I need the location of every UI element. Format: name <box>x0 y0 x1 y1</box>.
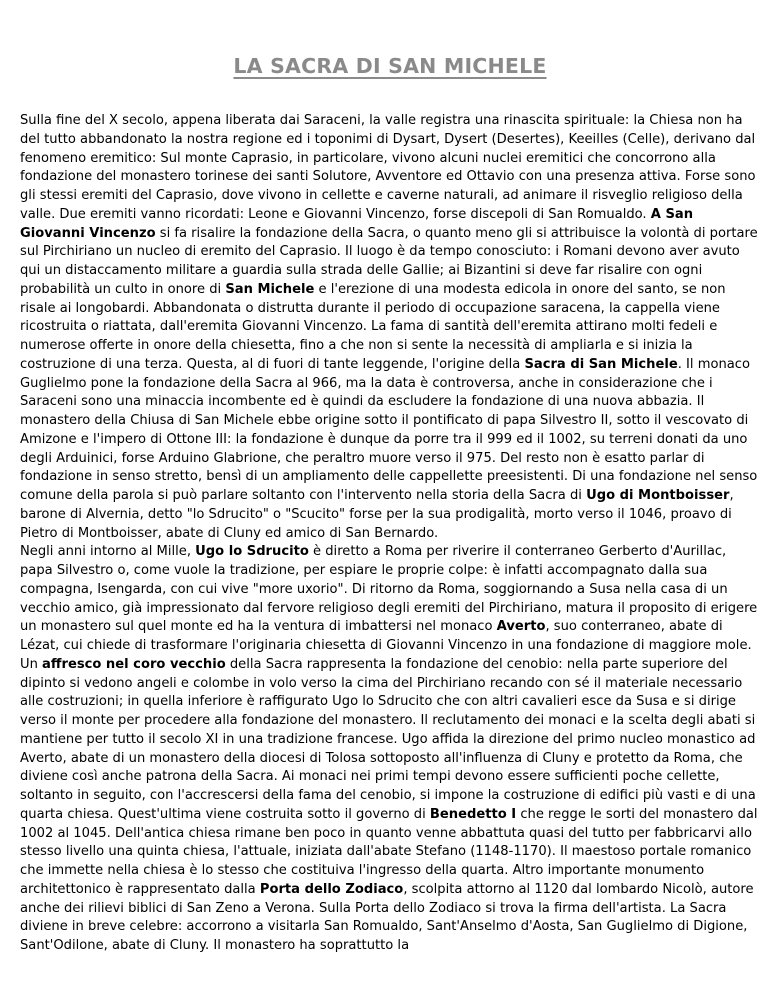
bold-term: affresco nel coro vecchio <box>42 656 226 672</box>
text-run: che regge le sorti del monastero dal 1002 al 1045. Dell'antica chiesa rimane ben poco in quanto venne abbattuta quasi del tutto per fabbricarvi allo stesso livello una quinta chiesa, l'attuale, iniziata dall'abate Stefano (1148-1170). Il maestoso portale romanico che immette nella chiesa è lo stesso che costituiva l'ingresso della quarta. Altro importante monumento architettonico è rappresentato dalla <box>20 806 758 897</box>
paragraph-1 <box>20 112 760 543</box>
text-run: , barone di Alvernia, detto "lo Sdrucito" o "Scucito" forse per la sua prodigalità, morto verso il 1046, proavo di Pietro di Montboisser, abate di Cluny ed amico di San Bernardo. <box>20 488 734 541</box>
text-run: e l'erezione di una modesta edicola in onore del santo, se non risale ai longobardi. Abbandonata o distrutta durante il periodo di occupazione saracena, la cappella viene ricostruita o riattata, dall'eremita Giovanni Vincenzo. La fama di santità dell'eremita attirano molti fedeli e numerose offerte in onore della chiesetta, fino a che non si sente la necessità di ampliarla e si inizia la costruzione di una terza. Questa, al di fuori di tante leggende, l'origine della <box>20 281 726 372</box>
bold-term: Ugo di Montboisser <box>586 488 730 503</box>
text-run: si fa risalire la fondazione della Sacra, o quanto meno gli si attribuisce la volontà di portare sul Pirchiriano un nucleo di eremito del Caprasio. Il luogo è da tempo conosciuto: i Romani devono aver avuto qui un distaccamento militare a guardia sulla strada delle Gallie; ai Bizantini si deve far risalire con ogni probabilità un culto in onore di <box>20 225 758 297</box>
text-run: , scolpita attorno al 1120 dal lombardo Nicolò, autore anche dei rilievi biblici di San Zeno a Verona. Sulla Porta dello Zodiaco si trova la firma dell'artista. La Sacra diviene in breve celebre: accorrono a visitarla San Romualdo, Sant'Anselmo d'Aosta, San Guglielmo di Digione, Sant'Odilone, abate di Cluny. Il monastero ha soprattutto la <box>20 881 754 953</box>
bold-term: Averto <box>496 619 546 635</box>
bold-term: Porta dello Zodiaco <box>259 881 404 897</box>
bold-term: Benedetto I <box>429 806 517 822</box>
text-run: , suo conterraneo, abate di Lézat, cui chiede di trasformare l'originaria chiesetta di Giovanni Vincenzo in una fondazione di maggiore mole. Un <box>20 619 752 672</box>
text-run: . Il monaco Guglielmo pone la fondazione della Sacra al 966, ma la data è controversa, anche in considerazione che i Saraceni sono una minaccia incombente ed è quindi da escludere la fondazione di una nuova abbazia. Il monastero della Chiusa di San Michele ebbe origine sotto il pontificato di papa Silvestro II, sotto il vescovato di Amizone e l'impero di Ottone III: la fondazione è dunque da porre tra il 999 ed il 1002, su terreni donati da uno degli Arduinici, forse Arduino Glabrione, che peraltro muore verso il 975. Del resto non è esatto parlar di fondazione in senso stretto, bensì di un ampliamento delle cappellette preesistenti. Di una fondazione nel senso comune della parola si può parlare soltanto con l'intervento nella storia della Sacra di <box>20 356 758 503</box>
text-run: è diretto a Roma per riverire il conterraneo Gerberto d'Aurillac, papa Silvestro o, come vuole la tradizione, per espiare le proprie colpe: è infatti accompagnato dalla sua compagna, Isengarda, con cui vive "more uxorio". Di ritorno da Roma, soggiornando a Susa nella casa di un vecchio amico, già impressionato dal fervore religioso degli eremiti del Pirchiriano, matura il proposito di erigere un monastero sul quel monte ed ha la ventura di imbattersi nel monaco <box>20 544 758 635</box>
document-body <box>20 112 760 956</box>
document-page <box>20 52 760 956</box>
text-run: Sulla fine del X secolo, appena liberata dai Saraceni, la valle registra una rinascita spirituale: la Chiesa non ha del tutto abbandonato la nostra regione ed i toponimi di Dysart, Dysert (Desertes), Keeilles (Celle), derivano dal fenomeno eremitico: Sul monte Caprasio, in particolare, vivono alcuni nuclei eremitici che concorrono alla fondazione del monastero torinese dei santi Solutore, Avventore ed Ottavio con una presenza attiva. Forse sono gli stessi eremiti del Caprasio, dove vivono in cellette e caverne naturali, ad animare il risveglio religioso della valle. Due eremiti vanno ricordati: Leone e Giovanni Vincenzo, forse discepoli di San Romualdo. <box>20 113 756 222</box>
text-run: della Sacra rappresenta la fondazione del cenobio: nella parte superiore del dipinto si vedono angeli e colombe in volo verso la cima del Pirchiriano recando con sé il materiale necessario alle costruzioni; in quella inferiore è raffigurato Ugo lo Sdrucito che con altri cavalieri esce da Susa e si dirige verso il monte per procedere alla fondazione del monastero. Il reclutamento dei monaci e la scelta degli abati si mantiene per tutto il secolo XI in una tradizione francese. Ugo affida la direzione del primo nucleo monastico ad Averto, abate di un monastero della diocesi di Tolosa sottoposto all'influenza di Cluny e protetto da Roma, che diviene così anche patrona della Sacra. Ai monaci nei primi tempi devono essere sufficienti poche cellette, soltanto in seguito, con l'accrescersi della fama del cenobio, si impone la costruzione di edifici più vasti e di una quarta chiesa. Quest'ultima viene costruita sotto il governo di <box>20 656 756 822</box>
paragraph-2 <box>20 543 760 956</box>
bold-term: San Michele <box>225 281 315 297</box>
bold-term: A San Giovanni Vincenzo <box>20 206 694 241</box>
document-title: LA SACRA DI SAN MICHELE <box>233 54 547 78</box>
text-run: Negli anni intorno al Mille, <box>20 544 196 560</box>
bold-term: Sacra di San Michele <box>524 356 678 372</box>
bold-term: Ugo lo Sdrucito <box>195 544 309 560</box>
